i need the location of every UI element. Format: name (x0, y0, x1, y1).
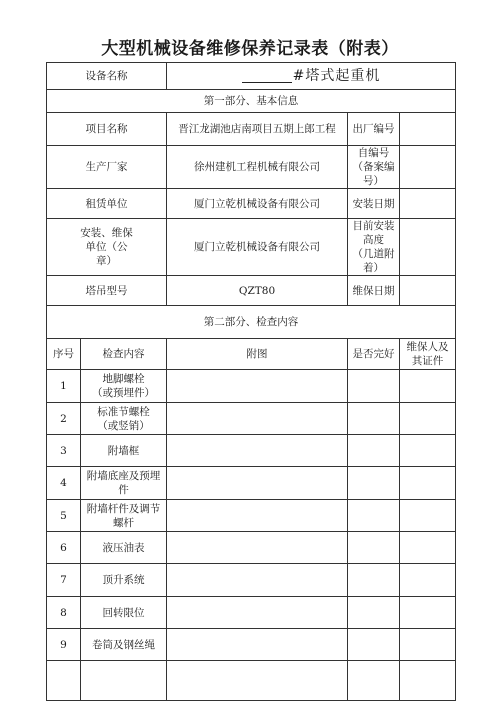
item-name (81, 370, 167, 403)
item-name-line1: 附墙杆件及调节 (86, 502, 161, 515)
section-basic-info-header: 第一部分、基本信息 (47, 90, 456, 113)
item-figure-cell[interactable] (167, 435, 348, 467)
item-name-line1: 附墙底座及预埋 (86, 470, 161, 482)
install-unit-label (47, 219, 167, 276)
table-row (47, 532, 456, 564)
item-name-line1: 标准节螺栓 (97, 405, 150, 418)
install-date-value[interactable] (400, 189, 456, 219)
install-unit-label-line2: 单位（公 (85, 241, 128, 253)
col-header-item: 检查内容 (81, 339, 167, 370)
height-value[interactable] (400, 219, 456, 276)
height-label (348, 219, 400, 276)
install-unit-label-line3: 章） (96, 255, 117, 267)
install-date-label: 安装日期 (348, 189, 400, 219)
item-name-line2: （或预埋件） (92, 387, 155, 399)
maint-date-label: 维保日期 (348, 276, 400, 306)
item-intact-cell[interactable] (348, 467, 400, 500)
col-header-intact: 是否完好 (348, 339, 400, 370)
item-name: 附墙框 (81, 435, 167, 467)
factory-no-value[interactable] (400, 113, 456, 146)
project-name-label: 项目名称 (47, 113, 167, 146)
item-signer-cell[interactable] (400, 500, 456, 532)
item-signer-cell[interactable] (400, 629, 456, 661)
item-intact-cell[interactable] (348, 564, 400, 597)
section-check-content-header: 第二部分、检查内容 (47, 306, 456, 339)
col-header-signer-line2: 其证件 (411, 355, 444, 367)
table-row (47, 370, 456, 403)
lessor-value: 厦门立乾机械设备有限公司 (167, 189, 348, 219)
item-signer-cell[interactable] (400, 403, 456, 435)
item-name-line2: 螺杆 (113, 516, 134, 529)
table-row (47, 629, 456, 661)
item-name-line1: 地脚螺栓 (102, 373, 145, 385)
table-row (47, 467, 456, 500)
item-no: 6 (47, 532, 81, 564)
item-name-line2: 件 (118, 484, 129, 496)
item-figure-cell[interactable] (167, 403, 348, 435)
empty-no-cell[interactable] (47, 661, 81, 701)
self-no-label-line2: （备案编号） (352, 161, 395, 187)
project-name-value: 晋江龙湖池店南项目五期上郎工程 (167, 113, 348, 146)
column-header-row (47, 339, 456, 370)
crane-model-value: QZT80 (167, 276, 348, 306)
crane-model-row (47, 276, 456, 306)
self-no-label-line1: 自编号 (357, 147, 390, 159)
item-signer-cell[interactable] (400, 467, 456, 500)
table-row (47, 597, 456, 629)
maintenance-record-table (46, 62, 456, 701)
install-unit-row (47, 219, 456, 276)
item-no: 9 (47, 629, 81, 661)
item-figure-cell[interactable] (167, 532, 348, 564)
col-header-figure: 附图 (167, 339, 348, 370)
page-title: 大型机械设备维修保养记录表（附表） (101, 39, 399, 59)
item-figure-cell[interactable] (167, 500, 348, 532)
maint-date-value[interactable] (400, 276, 456, 306)
section-header-row (47, 306, 456, 339)
table-row (47, 564, 456, 597)
empty-figure-cell[interactable] (167, 661, 348, 701)
item-signer-cell[interactable] (400, 597, 456, 629)
item-figure-cell[interactable] (167, 597, 348, 629)
table-row (47, 500, 456, 532)
item-name: 顶升系统 (81, 564, 167, 597)
col-header-signer-line1: 维保人及 (406, 341, 449, 353)
item-intact-cell[interactable] (348, 500, 400, 532)
item-figure-cell[interactable] (167, 564, 348, 597)
item-signer-cell[interactable] (400, 532, 456, 564)
item-name (81, 500, 167, 532)
equipment-name-row (47, 63, 456, 90)
install-unit-label-line1: 安装、维保 (80, 227, 133, 239)
lessor-row (47, 189, 456, 219)
factory-no-label: 出厂编号 (348, 113, 400, 146)
manufacturer-value: 徐州建机工程机械有限公司 (167, 146, 348, 189)
table-row (47, 403, 456, 435)
height-label-line1: 目前安装高度 (352, 220, 395, 246)
equipment-name-label: 设备名称 (47, 63, 167, 90)
item-no: 3 (47, 435, 81, 467)
item-intact-cell[interactable] (348, 403, 400, 435)
item-signer-cell[interactable] (400, 370, 456, 403)
manufacturer-label: 生产厂家 (47, 146, 167, 189)
height-label-line2: （几道附着） (352, 248, 395, 274)
col-header-seq: 序号 (47, 339, 81, 370)
item-name (81, 467, 167, 500)
item-intact-cell[interactable] (348, 629, 400, 661)
item-no: 2 (47, 403, 81, 435)
equipment-number-blank[interactable] (242, 69, 292, 83)
col-header-signer (400, 339, 456, 370)
item-signer-cell[interactable] (400, 564, 456, 597)
item-signer-cell[interactable] (400, 435, 456, 467)
equipment-name-cell[interactable] (167, 63, 456, 90)
item-no: 5 (47, 500, 81, 532)
manufacturer-row (47, 146, 456, 189)
empty-item-cell[interactable] (81, 661, 167, 701)
item-intact-cell[interactable] (348, 532, 400, 564)
item-figure-cell[interactable] (167, 629, 348, 661)
item-name: 液压油表 (81, 532, 167, 564)
item-name (81, 403, 167, 435)
item-figure-cell[interactable] (167, 370, 348, 403)
install-unit-value: 厦门立乾机械设备有限公司 (167, 219, 348, 276)
item-figure-cell[interactable] (167, 467, 348, 500)
crane-model-label: 塔吊型号 (47, 276, 167, 306)
item-no: 8 (47, 597, 81, 629)
empty-intact-cell[interactable] (348, 661, 400, 701)
item-intact-cell[interactable] (348, 435, 400, 467)
item-intact-cell[interactable] (348, 597, 400, 629)
project-row (47, 113, 456, 146)
item-name-line2: （或竖销） (97, 419, 150, 432)
item-no: 7 (47, 564, 81, 597)
empty-signer-cell[interactable] (400, 661, 456, 701)
lessor-label: 租赁单位 (47, 189, 167, 219)
item-name: 卷筒及钢丝绳 (81, 629, 167, 661)
table-row (47, 435, 456, 467)
item-intact-cell[interactable] (348, 370, 400, 403)
item-no: 4 (47, 467, 81, 500)
equipment-name-value: #塔式起重机 (292, 68, 381, 84)
item-no: 1 (47, 370, 81, 403)
section-header-row (47, 90, 456, 113)
item-name: 回转限位 (81, 597, 167, 629)
table-row-empty (47, 661, 456, 701)
self-no-label (348, 146, 400, 189)
self-no-value[interactable] (400, 146, 456, 189)
